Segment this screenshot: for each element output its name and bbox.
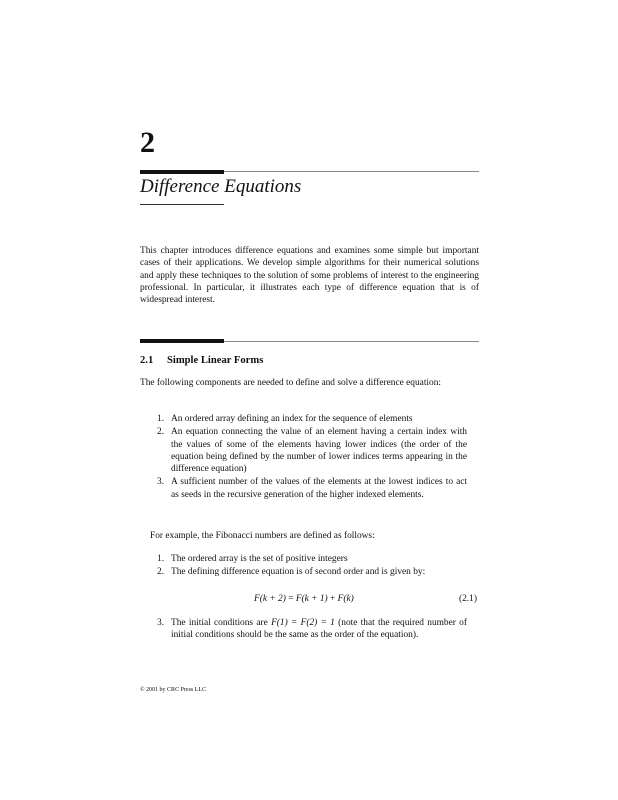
equation-2-1 [254, 594, 354, 604]
eq-plus: + [330, 594, 336, 604]
equation-label: (2.1) [459, 594, 477, 604]
eq-lhs: F(k + 2) [254, 594, 286, 604]
section-title: Simple Linear Forms [167, 355, 264, 366]
components-list [140, 413, 467, 502]
section-heading [140, 355, 263, 366]
list-item [140, 413, 467, 425]
list-number: 2. [157, 427, 165, 438]
eq-rhs-1: F(k + 1) [295, 594, 328, 604]
chapter-title: Difference Equations [140, 176, 302, 197]
list-item [140, 476, 467, 501]
fib-list-bottom [140, 617, 467, 643]
list-text-pre: The initial conditions are [171, 618, 272, 628]
chapter-title-underline [140, 204, 224, 205]
chapter-number: 2 [140, 126, 155, 159]
list-number: 1. [157, 554, 165, 564]
list-text: The ordered array is the set of positive integers [171, 554, 348, 564]
list-number: 3. [157, 618, 165, 628]
list-text-post: (note that the required number of initial conditions should be the same as the order of the equation). [171, 618, 467, 641]
components-intro: The following components are needed to define and solve a difference equation: [140, 378, 442, 388]
eq-equals: = [288, 594, 294, 604]
fib-list-top [140, 553, 467, 580]
list-item [140, 617, 467, 642]
list-text: The defining difference equation is of second order and is given by: [171, 567, 426, 578]
chapter-rule-thick [140, 170, 224, 174]
list-item [140, 566, 467, 578]
section-rule-thick [140, 339, 224, 343]
list-text: A sufficient number of the values of the elements at the lowest indices to act as seeds in the recursive generation of the higher indexed elements. [171, 477, 467, 500]
intro-paragraph: This chapter introduces difference equations and examines some simple but important cases of their applications. We develop simple algorithms for their numerical solutions and apply these techniques to the solution of some problems of interest to the engineering professional. In particular, it illustrates each type of difference equation that is of widespread interest. [140, 246, 479, 306]
list-item [140, 426, 467, 475]
list-text: An ordered array defining an index for the sequence of elements [171, 414, 413, 424]
list-text: An equation connecting the value of an element having a certain index with the values of some of the elements having lower indices (the order of the equation being defined by the number of lower indices terms appearing in the difference equation) [171, 427, 467, 475]
list-number: 3. [157, 477, 165, 488]
copyright-footer: © 2001 by CRC Press LLC [140, 687, 207, 693]
list-number: 2. [157, 567, 165, 578]
section-number: 2.1 [140, 355, 154, 366]
example-intro [140, 530, 479, 542]
list-number: 1. [157, 414, 165, 424]
section-rule-thin [224, 341, 479, 342]
chapter-rule-thin [224, 171, 479, 172]
list-math: F(1) = F(2) = 1 [271, 618, 335, 628]
eq-rhs-2: F(k) [337, 594, 354, 604]
list-item [140, 553, 467, 565]
example-intro-text: For example, the Fibonacci numbers are defined as follows: [150, 531, 375, 541]
